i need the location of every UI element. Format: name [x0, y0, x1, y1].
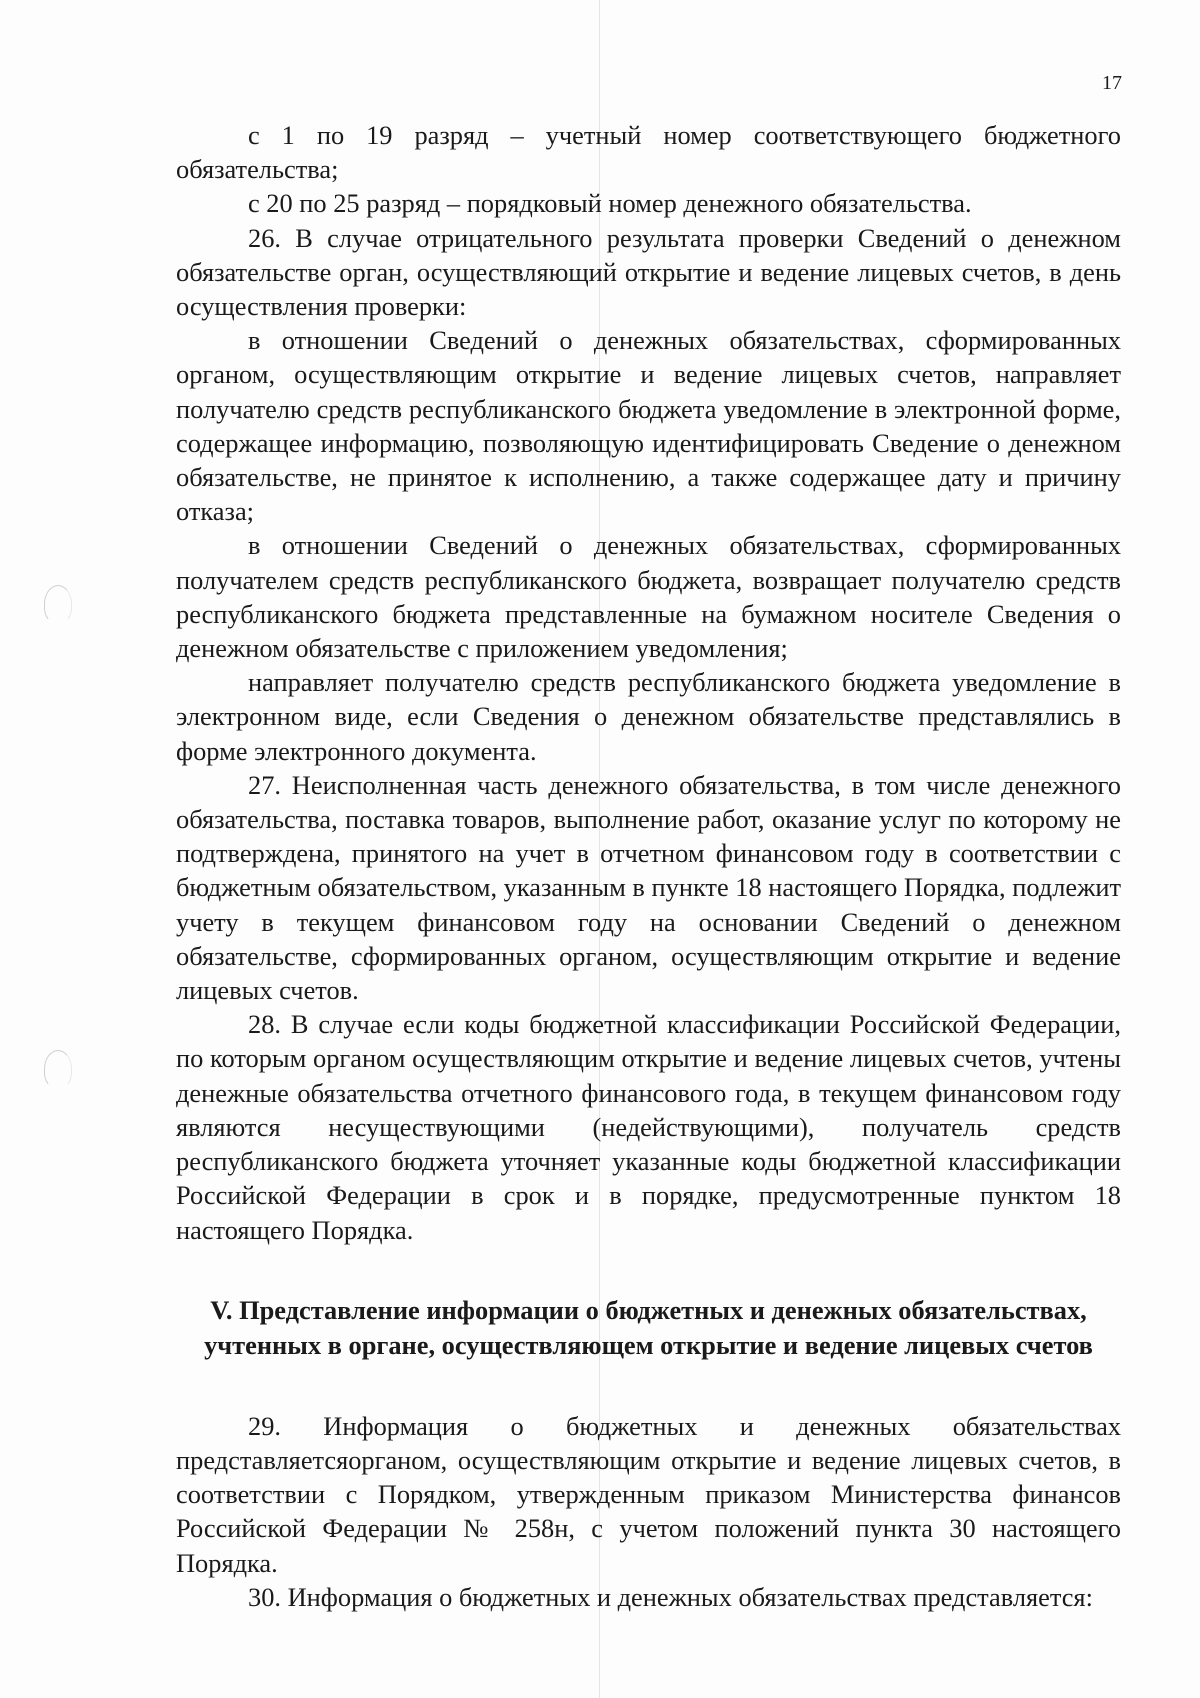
paragraph: 28. В случае если коды бюджетной классификации Российской Федерации, по которым органом осуществляющим открытие и ведение лицевых счетов, учтены денежные обязательства отчетного финансового года, в текущем финансовом году являются несуществующими (недействующими), получатель средств республиканского бюджета уточняет указанные коды бюджетной классификации Российской Федерации в срок и в порядке, предусмотренные пунктом 18 настоящего Порядка.: [176, 1009, 1121, 1245]
paragraph: направляет получателю средств республиканского бюджета уведомление в электронном виде, если Сведения о денежном обязательстве представлялись в форме электронного документа.: [176, 667, 1121, 766]
paragraph: в отношении Сведений о денежных обязательствах, сформированных получателем средств республиканского бюджета, возвращает получателю средств республиканского бюджета представленные на бумажном носителе Сведения о денежном обязательстве с приложением уведомления;: [176, 530, 1121, 664]
paragraph: в отношении Сведений о денежных обязательствах, сформированных органом, осуществляющим открытие и ведение лицевых счетов, направляет получателю средств республиканского бюджета уведомление в электронной форме, содержащее информацию, позволяющую идентифицировать Сведение о денежном обязательстве, не принятое к исполнению, а также содержащее дату и причину отказа;: [176, 325, 1121, 527]
punch-hole-mark: [44, 1050, 72, 1088]
paragraph: 27. Неисполненная часть денежного обязательства, в том числе денежного обязательства, поставка товаров, выполнение работ, оказание услуг по которому не подтверждена, принятого на учет в отчетном финансовом году в соответствии с бюджетным обязательством, указанным в пункте 18 настоящего Порядка, подлежит учету в текущем финансовом году на основании Сведений о денежном обязательстве, сформированных органом, осуществляющим открытие и ведение лицевых счетов.: [176, 769, 1121, 1006]
paragraph: с 1 по 19 разряд – учетный номер соответствующего бюджетного обязательства;: [176, 120, 1121, 185]
paragraph: с 20 по 25 разряд – порядковый номер денежного обязательства.: [248, 188, 972, 219]
document-body: [176, 118, 1121, 1614]
page-number: 17: [1102, 72, 1122, 94]
paragraph: 29. Информация о бюджетных и денежных обязательствах представляетсяорганом, осуществляющим открытие и ведение лицевых счетов, в соответствии с Порядком, утвержденным приказом Министерства финансов Российской Федерации № 258н, с учетом положений пункта 30 настоящего Порядка.: [176, 1410, 1121, 1578]
paragraph: 26. В случае отрицательного результата проверки Сведений о денежном обязательстве орган, осуществляющий открытие и ведение лицевых счетов, в день осуществления проверки:: [176, 222, 1121, 322]
paragraph: 30. Информация о бюджетных и денежных обязательствах представляется:: [248, 1581, 1093, 1612]
section-heading: V. Представление информации о бюджетных и денежных обязательствах, учтенных в органе, осуществляющем открытие и ведение лицевых счетов: [204, 1294, 1093, 1360]
punch-hole-mark: [44, 585, 72, 623]
